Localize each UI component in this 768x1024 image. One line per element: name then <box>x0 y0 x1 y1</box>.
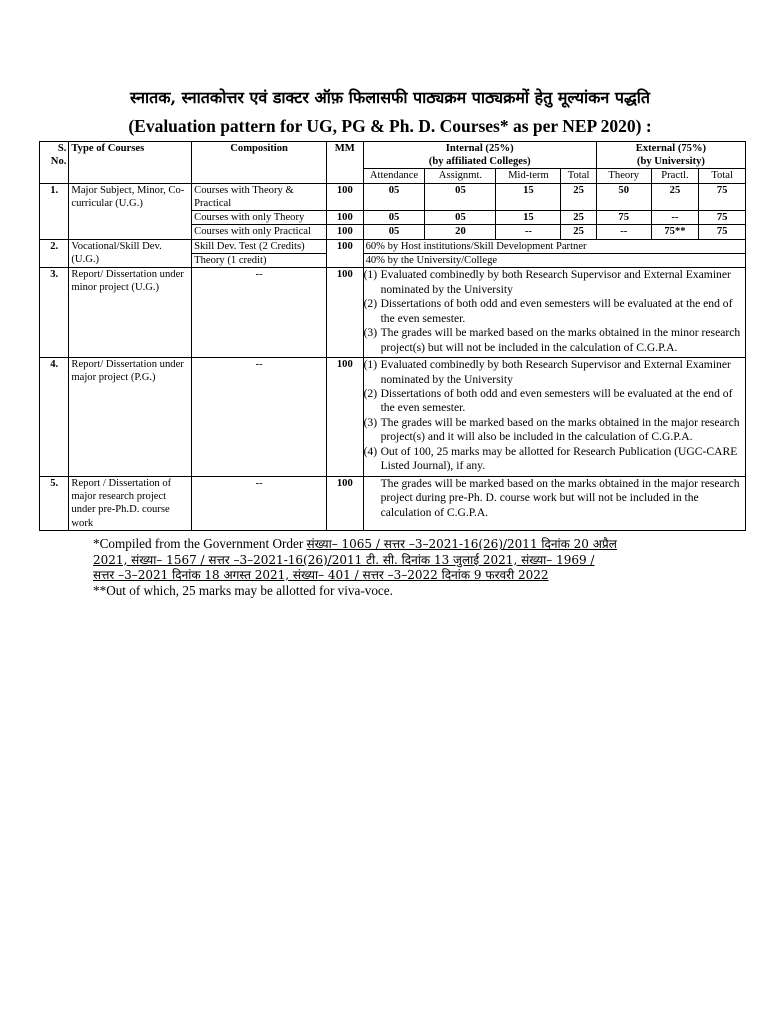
row-sno: 4. <box>40 358 69 477</box>
evaluation-pattern-table <box>39 141 746 531</box>
row-composition: -- <box>192 476 327 530</box>
row-composition: -- <box>192 268 327 358</box>
list-item: (3) The grades will be marked based on the marks obtained in the major research project(s) and it will also be included in the calculation of C.G.P.A. <box>363 415 740 444</box>
row-sno: 2. <box>40 239 69 267</box>
header-practical: Practl. <box>651 169 699 183</box>
header-internal-sub: (by affiliated Colleges) <box>428 156 531 168</box>
row-type: Report/ Dissertation under minor project (U.G.) <box>69 268 192 358</box>
header-internal <box>363 142 596 169</box>
cell-total-internal: 25 <box>561 183 597 210</box>
cell-total-external: 75 <box>699 183 746 210</box>
row-composition: Theory (1 credit) <box>192 253 327 267</box>
notes-list <box>364 268 745 355</box>
list-item: (2) Dissertations of both odd and even semesters will be evaluated at the end of the even semester. <box>363 297 733 325</box>
row-mm: 100 <box>327 358 364 477</box>
header-internal-label: Internal (25%) <box>445 143 514 154</box>
row-note: 40% by the University/College <box>363 253 745 267</box>
row-type: Report/ Dissertation under major project (P.G.) <box>69 358 192 477</box>
list-item: (1) Evaluated combinedly by both Research Supervisor and External Examiner nominated by the University <box>363 268 731 296</box>
row-sno: 3. <box>40 268 69 358</box>
list-item: (3) The grades will be marked based on the marks obtained in the minor research project(s) but will not be included in the calculation of C.G.P.A. <box>363 326 741 354</box>
cell-midterm: -- <box>496 225 561 239</box>
cell-assignment: 20 <box>425 225 496 239</box>
cell-midterm: 15 <box>496 183 561 210</box>
table-row <box>40 268 746 358</box>
cell-practical: -- <box>651 211 699 225</box>
header-mm: MM <box>327 142 364 184</box>
footnote-line-2: 2021, संख्या– 1567 / सत्तर –3–2021-16(26)/2011 टी. सी. दिनांक 13 जुलाई 2021, संख्या– 1969 / <box>93 552 595 567</box>
header-type: Type of Courses <box>69 142 192 184</box>
cell-attendance: 05 <box>363 183 425 210</box>
row-mm: 100 <box>327 211 364 225</box>
row-composition: Courses with only Practical <box>192 225 327 239</box>
cell-assignment: 05 <box>425 211 496 225</box>
cell-total-external: 75 <box>699 225 746 239</box>
header-sno: S. No. <box>40 142 69 184</box>
footnote-viva-voce: **Out of which, 25 marks may be allotted for viva-voce. <box>93 582 393 598</box>
table-row <box>40 358 746 477</box>
table-row <box>40 239 746 253</box>
header-composition: Composition <box>192 142 327 184</box>
list-item: (1) Evaluated combinedly by both Research Supervisor and External Examiner nominated by the University <box>363 358 731 386</box>
cell-assignment: 05 <box>425 183 496 210</box>
header-external-label: External (75%) <box>635 143 707 154</box>
cell-theory: -- <box>596 225 651 239</box>
footnote-line-1 <box>93 536 617 553</box>
row-note: 60% by Host institutions/Skill Development Partner <box>363 239 745 253</box>
notes-list <box>364 358 745 474</box>
row-sno: 5. <box>40 476 69 530</box>
cell-attendance: 05 <box>363 211 425 225</box>
list-item: (4) Out of 100, 25 marks may be allotted for Research Publication (UGC-CARE Listed Journal), if any. <box>363 444 738 473</box>
header-midterm: Mid-term <box>496 169 561 183</box>
footnote-government-order <box>93 536 617 599</box>
header-row <box>40 142 746 169</box>
row-mm: 100 <box>327 183 364 210</box>
footnote-line-3: सत्तर –3–2021 दिनांक 18 अगस्त 2021, संख्या– 401 / सत्तर –3–2022 दिनांक 9 फरवरी 2022 <box>93 567 549 582</box>
header-total-external: Total <box>699 169 746 183</box>
row-mm: 100 <box>327 225 364 239</box>
row-sno: 1. <box>40 183 69 239</box>
row-type: Major Subject, Minor, Co-curricular (U.G.) <box>69 183 192 239</box>
footnote-lead: *Compiled from the Government Order <box>93 536 307 551</box>
page-title-english: (Evaluation pattern for UG, PG & Ph. D. Courses* as per NEP 2020) : <box>128 116 652 136</box>
cell-total-external: 75 <box>699 211 746 225</box>
header-assignment: Assignmt. <box>425 169 496 183</box>
page-title-hindi: स्नातक, स्नातकोत्तर एवं डाक्टर ऑफ़ फिलासफी पाठ्यक्रम पाठ्यक्रमों हेतु मूल्यांकन पद्धति <box>129 88 651 107</box>
table-row <box>40 183 746 210</box>
header-theory: Theory <box>596 169 651 183</box>
cell-total-internal: 25 <box>561 211 597 225</box>
table-row <box>40 476 746 530</box>
cell-total-internal: 25 <box>561 225 597 239</box>
cell-theory: 75 <box>596 211 651 225</box>
header-attendance: Attendance <box>363 169 425 183</box>
row-composition: Courses with only Theory <box>192 211 327 225</box>
footnote-order-ref-1: संख्या– 1065 / सत्तर –3–2021-16(26)/2011 दिनांक 20 अप्रैल <box>306 537 617 551</box>
list-item: (2) Dissertations of both odd and even semesters will be evaluated at the end of the even semester. <box>363 386 733 415</box>
cell-theory: 50 <box>596 183 651 210</box>
cell-midterm: 15 <box>496 211 561 225</box>
row-mm: 100 <box>327 239 364 267</box>
cell-practical: 75** <box>651 225 699 239</box>
row-composition: -- <box>192 358 327 477</box>
row-note: The grades will be marked based on the marks obtained in the major research project during pre-Ph. D. course work but will not be included in the calculation of C.G.P.A. <box>363 476 745 530</box>
row-type: Vocational/Skill Dev. (U.G.) <box>69 239 192 267</box>
row-composition: Skill Dev. Test (2 Credits) <box>192 239 327 253</box>
row-notes <box>363 268 745 358</box>
cell-attendance: 05 <box>363 225 425 239</box>
row-mm: 100 <box>327 476 364 530</box>
row-composition: Courses with Theory & Practical <box>192 183 327 210</box>
header-external <box>596 142 745 169</box>
header-external-sub: (by University) <box>636 156 705 168</box>
row-type: Report / Dissertation of major research project under pre-Ph.D. course work <box>69 476 192 530</box>
cell-practical: 25 <box>651 183 699 210</box>
row-mm: 100 <box>327 268 364 358</box>
row-notes <box>363 358 745 477</box>
header-total-internal: Total <box>561 169 597 183</box>
